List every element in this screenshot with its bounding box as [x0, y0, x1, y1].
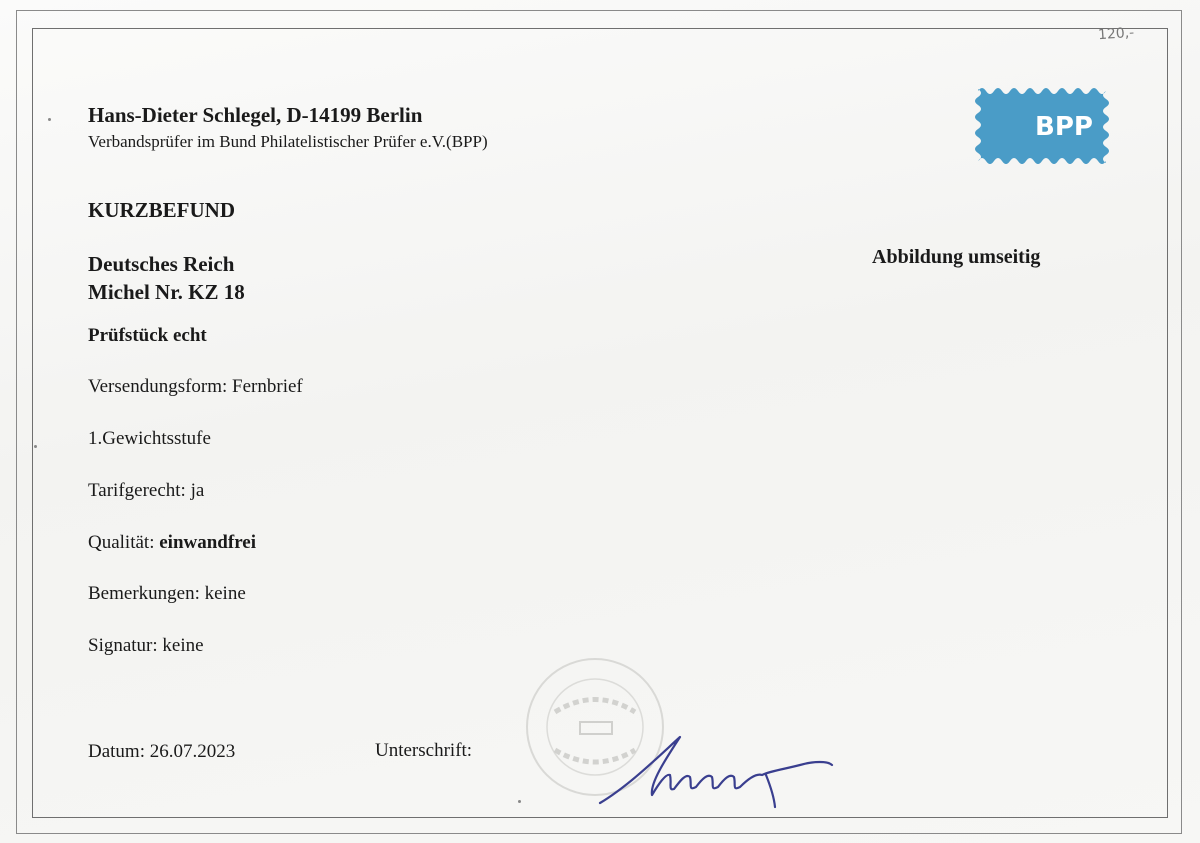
field-bemerkungen: Bemerkungen: keine	[88, 583, 246, 604]
country-line: Deutsches Reich	[88, 252, 235, 276]
bpp-logo-text: BPP	[1035, 112, 1093, 142]
field-versand: Versendungsform: Fernbrief	[88, 376, 303, 397]
qualitaet-label: Qualität:	[88, 532, 155, 553]
catalog-number: Michel Nr. KZ 18	[88, 280, 245, 304]
field-qualitaet	[88, 532, 256, 554]
signature-label: Unterschrift:	[375, 740, 473, 761]
examination-result: Prüfstück echt	[88, 325, 207, 346]
paper-speck	[34, 445, 37, 448]
qualitaet-value: einwandfrei	[159, 532, 256, 553]
illustration-note: Abbildung umseitig	[872, 246, 1041, 268]
field-tarif: Tarifgerecht: ja	[88, 480, 205, 501]
field-gewicht: 1.Gewichtsstufe	[88, 428, 211, 449]
date-line: Datum: 26.07.2023	[88, 741, 236, 762]
bpp-logo	[972, 85, 1112, 167]
examiner-affiliation: Verbandsprüfer im Bund Philatelistischer Prüfer e.V.(BPP)	[88, 132, 488, 151]
price-note: 120,-	[1097, 24, 1135, 44]
examiner-name: Hans-Dieter Schlegel, D-14199 Berlin	[88, 103, 423, 127]
handwritten-signature	[570, 725, 840, 815]
paper-speck	[48, 118, 51, 121]
field-signatur: Signatur: keine	[88, 635, 204, 656]
document-title: KURZBEFUND	[88, 198, 236, 222]
